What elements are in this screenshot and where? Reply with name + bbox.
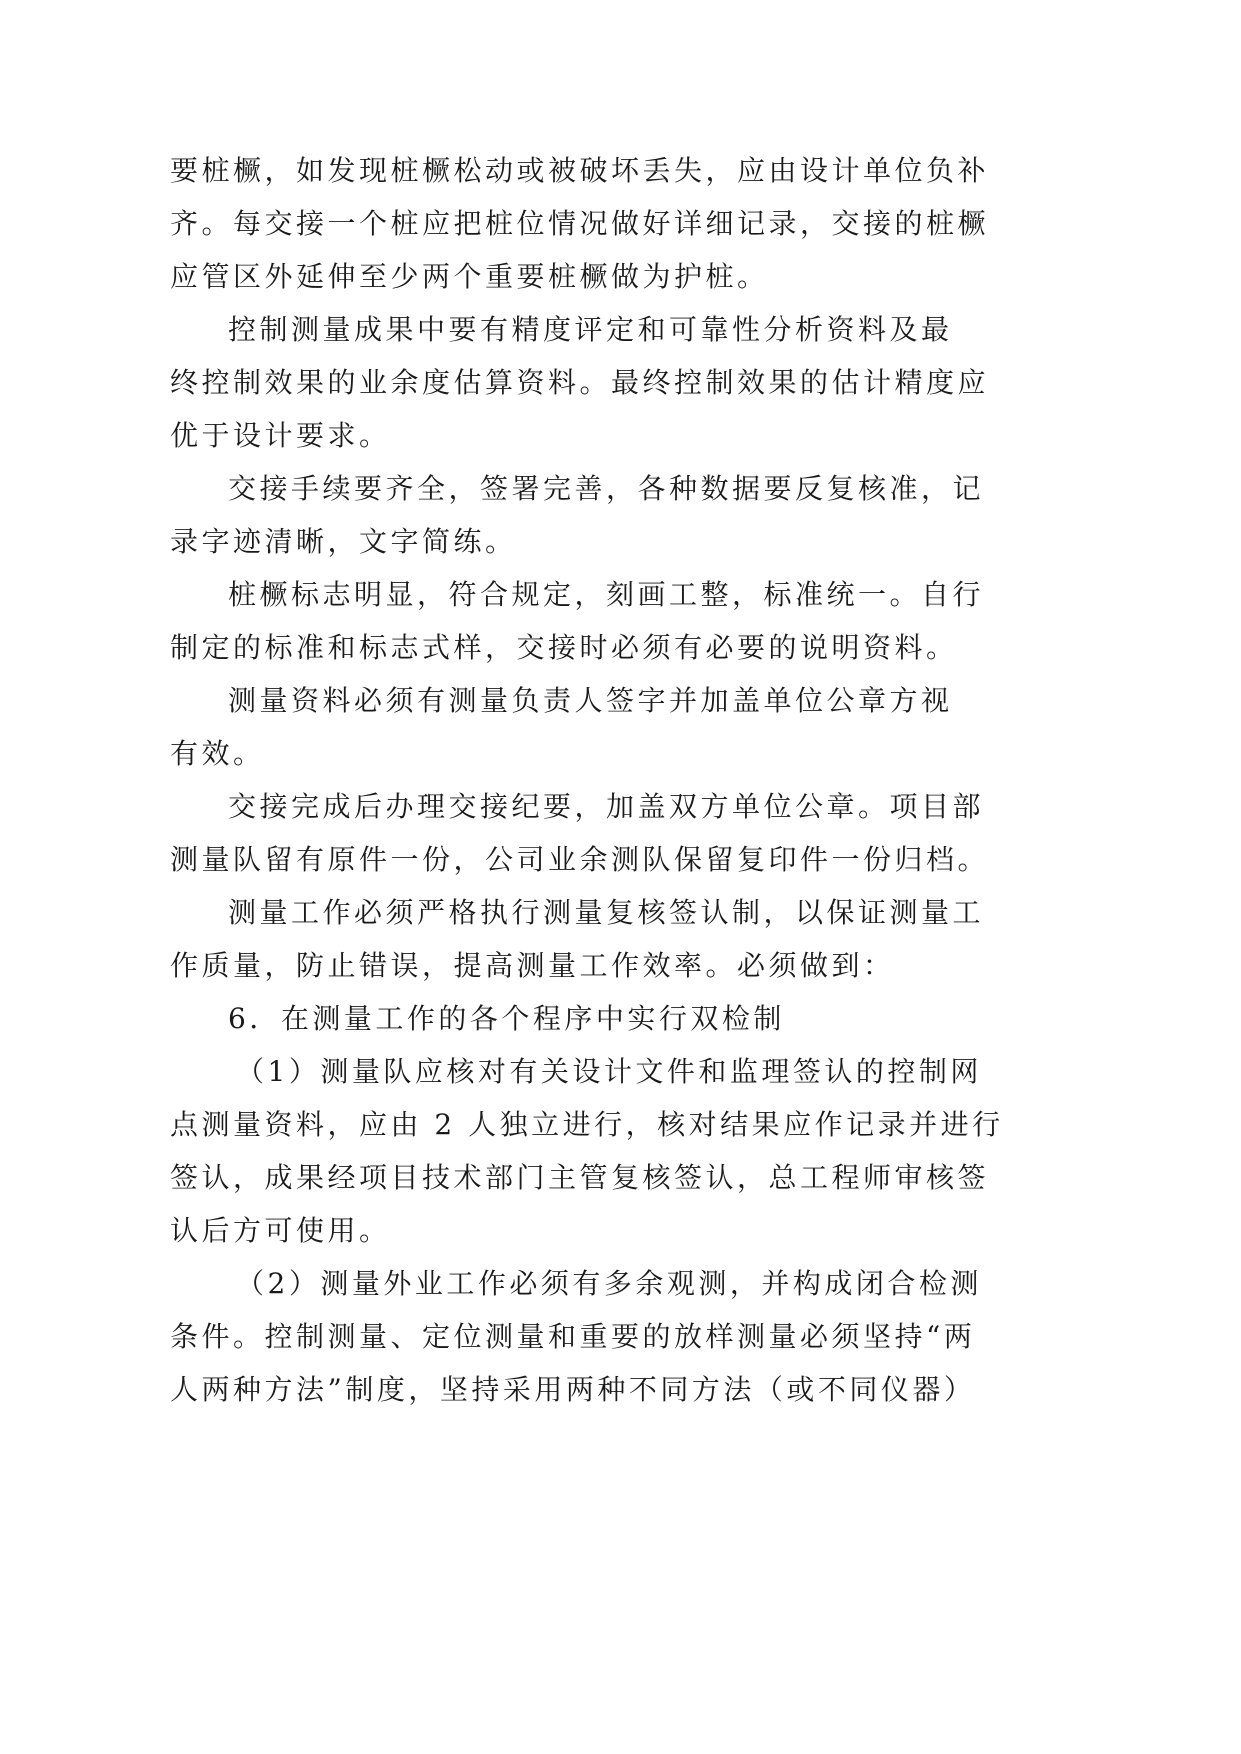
text-line: 控制测量成果中要有精度评定和可靠性分析资料及最 [228,313,953,346]
text-line: （1）测量队应核对有关设计文件和监理签认的控制网 [236,1055,982,1088]
text-line: 应管区外延伸至少两个重要桩橛做为护桩。 [170,260,769,293]
text-line: （2）测量外业工作必须有多余观测，并构成闭合检测 [236,1267,982,1300]
text-line: 终控制效果的业余度估算资料。最终控制效果的估计精度应 [170,366,990,399]
text-line: 交接完成后办理交接纪要，加盖双方单位公章。项目部 [228,790,985,823]
text-line: 测量队留有原件一份，公司业余测队保留复印件一份归档。 [170,843,990,876]
text-line: 桩橛标志明显，符合规定，刻画工整，标准统一。自行 [228,578,985,611]
text-line: 条件。控制测量、定位测量和重要的放样测量必须坚持“两 [170,1320,976,1353]
section-heading: 6．在测量工作的各个程序中实行双检制 [228,1002,785,1035]
text-line: 作质量，防止错误，提高测量工作效率。必须做到： [170,949,895,982]
text-line: 测量工作必须严格执行测量复核签认制，以保证测量工 [228,896,985,929]
text-line: 制定的标准和标志式样，交接时必须有必要的说明资料。 [170,631,958,664]
text-line: 人两种方法”制度，坚持采用两种不同方法（或不同仪器） [170,1373,976,1406]
text-line: 要桩橛，如发现桩橛松动或被破坏丢失，应由设计单位负补 [170,154,990,187]
text-line: 有效。 [170,737,265,770]
text-line: 测量资料必须有测量负责人签字并加盖单位公章方视 [228,684,953,717]
text-line: 齐。每交接一个桩应把桩位情况做好详细记录，交接的桩橛 [170,207,990,240]
text-line: 交接手续要齐全，签署完善，各种数据要反复核准，记 [228,472,985,505]
text-line: 优于设计要求。 [170,419,391,452]
text-line: 录字迹清晰，文字简练。 [170,525,517,558]
text-line: 认后方可使用。 [170,1214,391,1247]
text-line: 点测量资料，应由 2 人独立进行，核对结果应作记录并进行 [170,1108,1004,1141]
text-line: 签认，成果经项目技术部门主管复核签认，总工程师审核签 [170,1161,990,1194]
